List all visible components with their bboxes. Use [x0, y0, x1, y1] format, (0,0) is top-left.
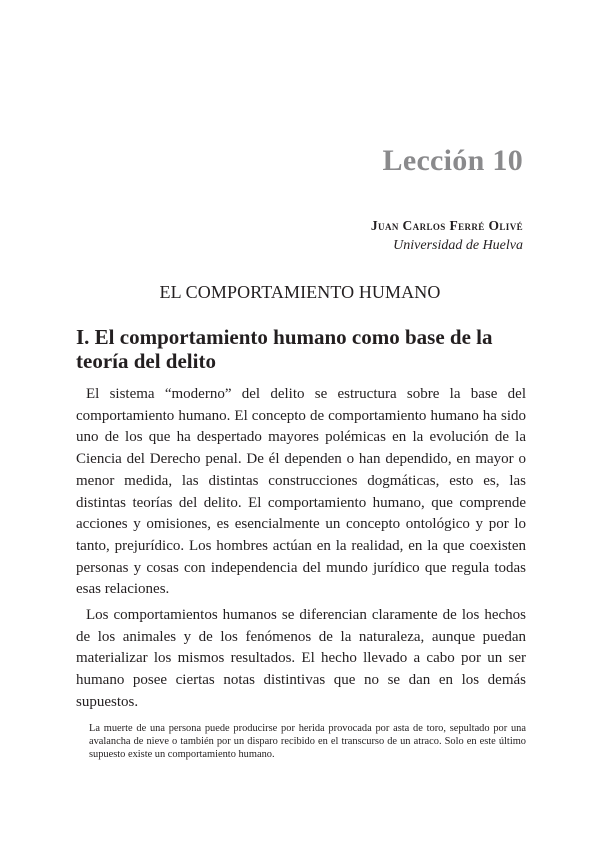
body-paragraph-1: El sistema “moderno” del delito se estructura sobre la base del comportamiento humano. El concepto de comportamiento humano ha sido uno de los que ha despertado mayores polémicas en la evolución de la Ciencia del Derecho penal. De él dependen o han dependido, en mayor o menor medida, las distintas construcciones dogmáticas, esto es, las distintas teorías del delito. El comportamiento humano, que comprende acciones y omisiones, es esencialmente un concepto ontológico y por lo tanto, prejurídico. Los hombres actúan en la realidad, en la que coexisten personas y cosas con independencia del mundo jurídico que regula todas esas relaciones. — [76, 386, 526, 598]
chapter-title: EL COMPORTAMIENTO HUMANO — [159, 282, 441, 302]
author-affiliation: Universidad de Huelva — [393, 238, 523, 253]
example-note: La muerte de una persona puede producirse por herida provocada por asta de toro, sepultado por una avalancha de nieve o también por un disparo recibido en el transcurso de un atraco. Solo en este último supuesto existe un comportamiento humano. — [89, 723, 526, 761]
body-paragraph-2: Los comportamientos humanos se diferencian claramente de los hechos de los animales y de los fenómenos de la naturaleza, aunque puedan materializar los mismos resultados. El hecho llevado a cabo por un ser humano posee ciertas notas distintivas que no se dan en los demás supuestos. — [76, 607, 526, 710]
author-name: Juan Carlos Ferré Olivé — [370, 218, 523, 233]
section-heading: I. El comportamiento humano como base de la teoría del delito — [76, 325, 493, 373]
lesson-number: Lección 10 — [382, 144, 523, 177]
